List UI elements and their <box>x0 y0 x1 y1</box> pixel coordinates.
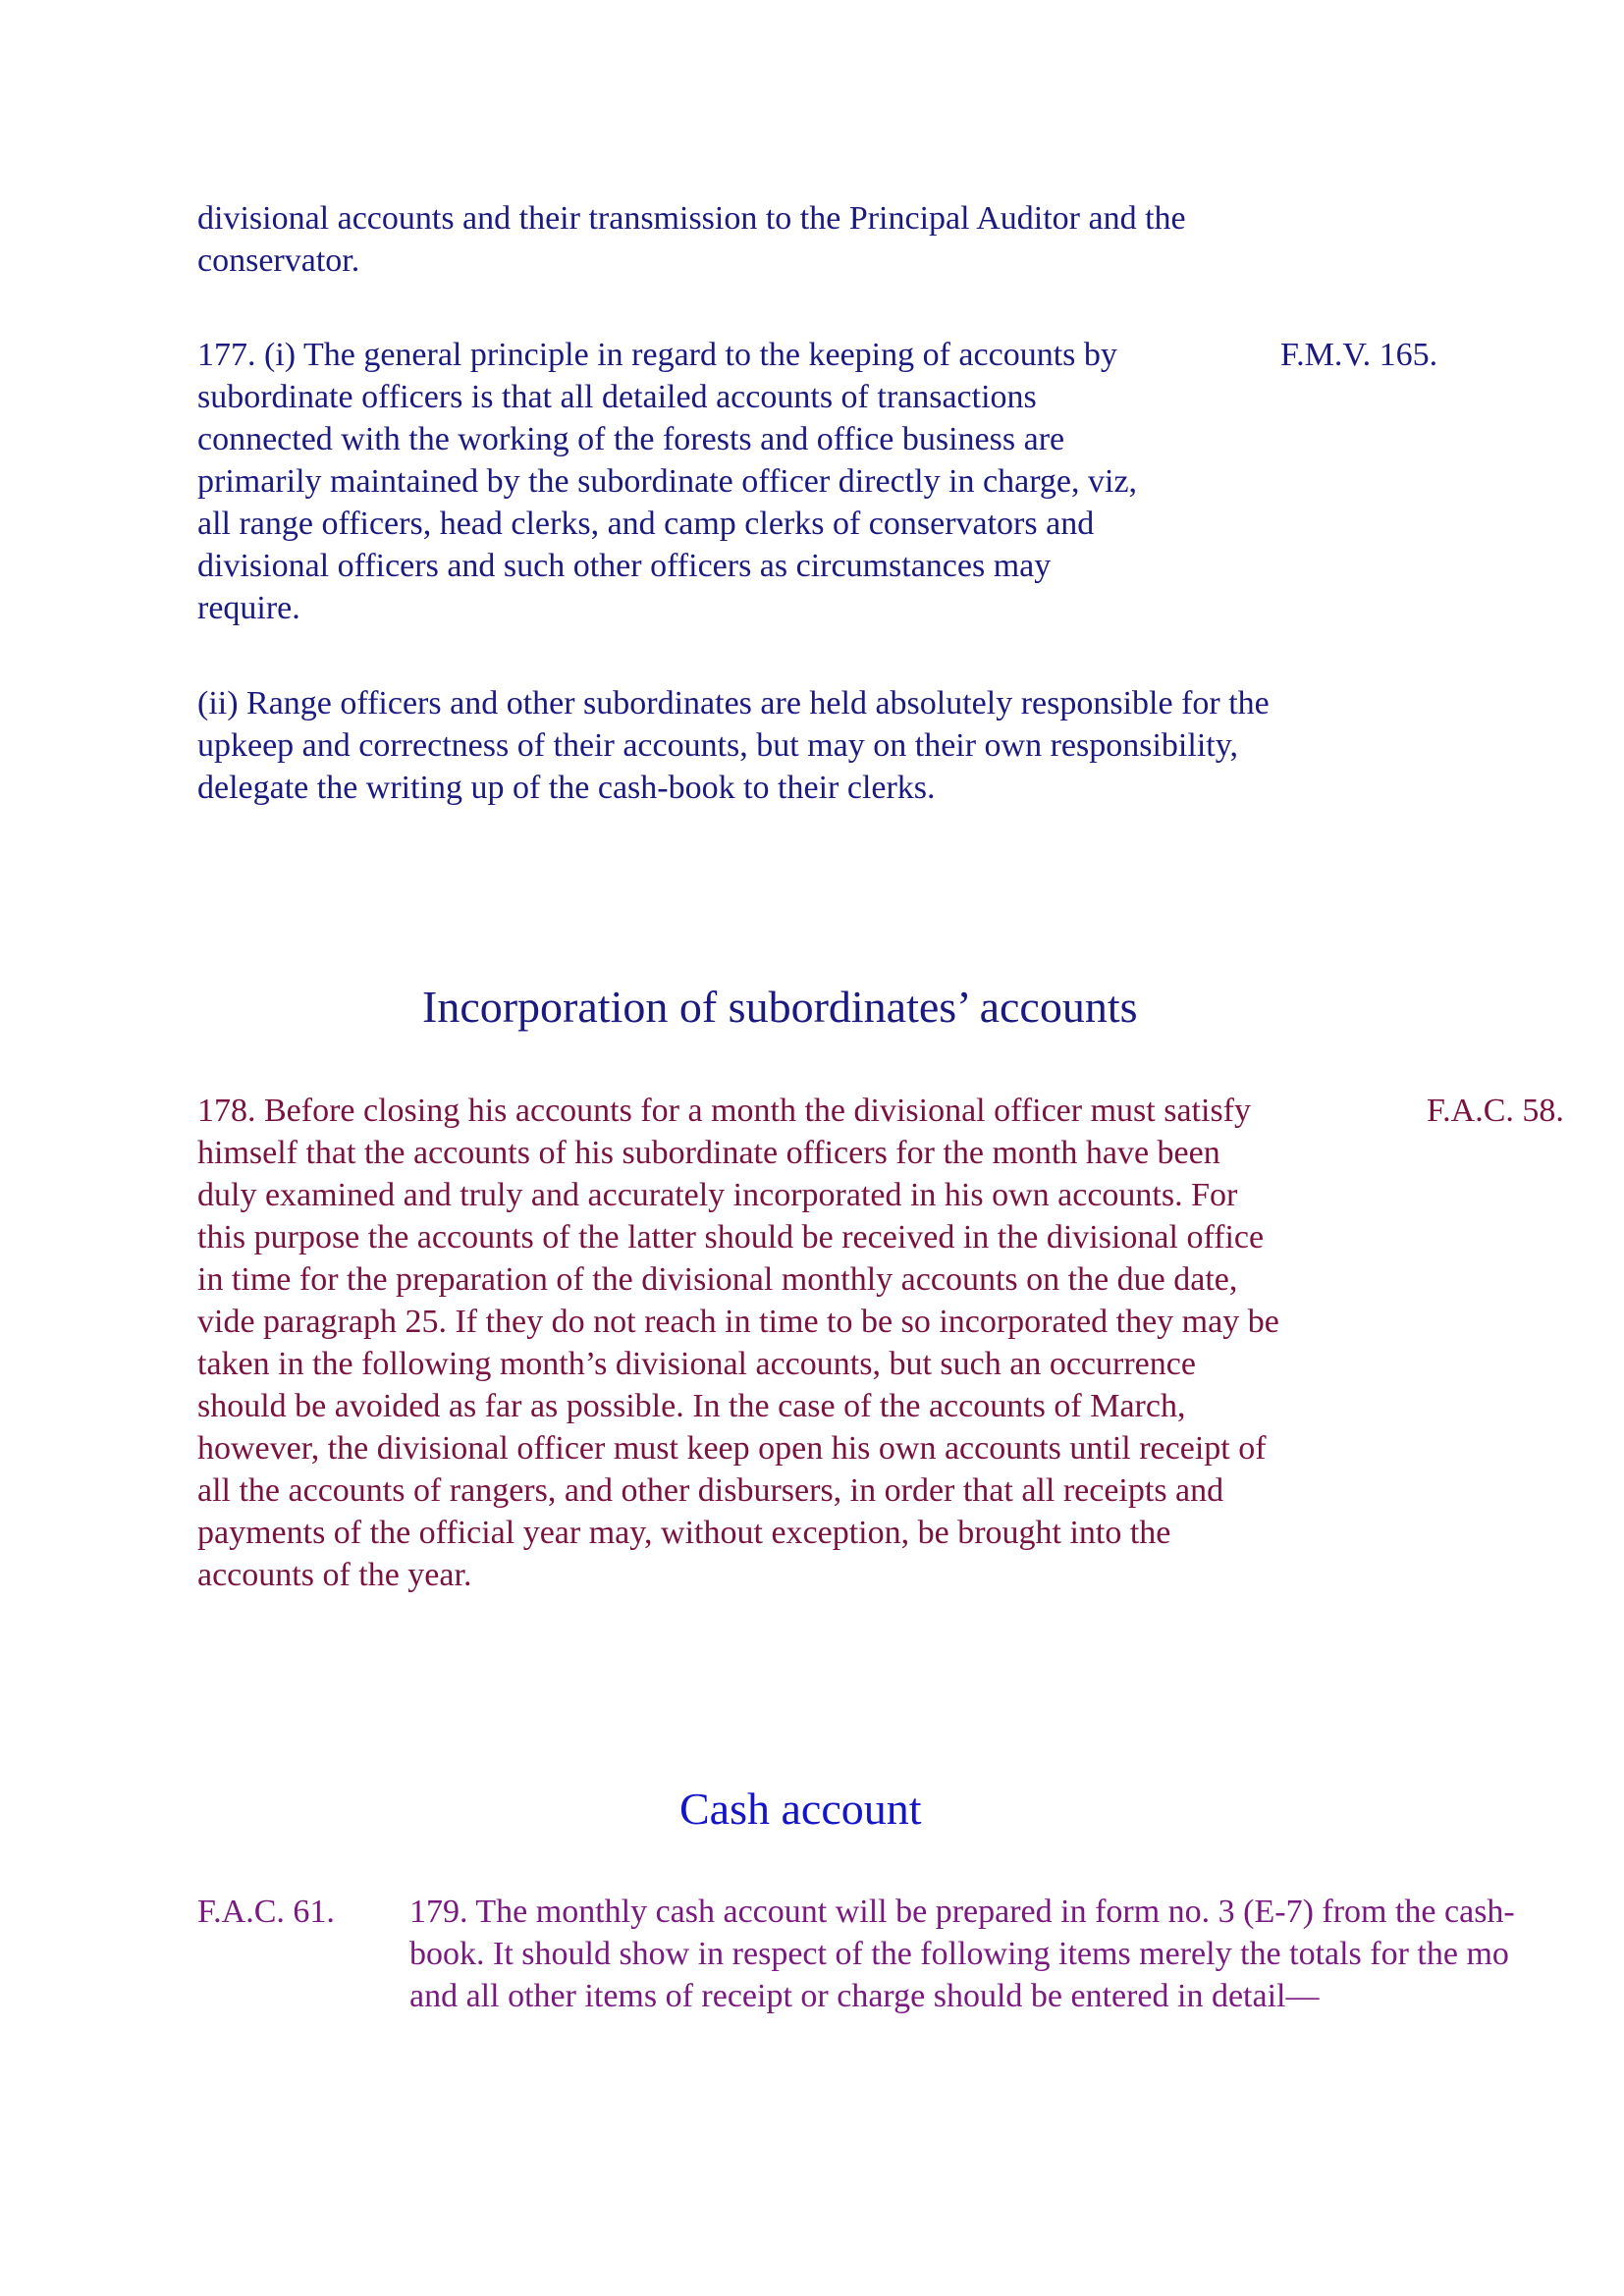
text-line: all range officers, head clerks, and camp clerks of conservators and <box>197 506 1095 542</box>
text-line: himself that the accounts of his subordinate officers for the month have been <box>197 1135 1220 1171</box>
text-line: conservator. <box>197 242 360 279</box>
text-line: require. <box>197 590 300 626</box>
text-line: delegate the writing up of the cash-book to their clerks. <box>197 770 936 806</box>
text-line: divisional officers and such other officers as circumstances may <box>197 548 1052 584</box>
text-line: accounts of the year. <box>197 1557 472 1593</box>
text-line: and all other items of receipt or charge should be entered in detail— <box>409 1978 1320 2014</box>
text-line: all the accounts of rangers, and other disbursers, in order that all receipts and <box>197 1472 1224 1509</box>
text-line: payments of the official year may, without exception, be brought into the <box>197 1515 1171 1551</box>
text-line: in time for the preparation of the divisional monthly accounts on the due date, <box>197 1261 1238 1298</box>
text-line: 177. (i) The general principle in regard to the keeping of accounts by <box>197 337 1117 373</box>
text-line: 178. Before closing his accounts for a month the divisional officer must satisfy <box>197 1093 1251 1129</box>
paragraph-179 <box>409 1891 1624 2017</box>
text-line: upkeep and correctness of their accounts, but may on their own responsibility, <box>197 727 1239 764</box>
text-line: divisional accounts and their transmission to the Principal Auditor and the <box>197 200 1186 237</box>
text-line: duly examined and truly and accurately incorporated in his own accounts. For <box>197 1177 1238 1213</box>
text-line: this purpose the accounts of the latter should be received in the divisional office <box>197 1219 1265 1255</box>
sidenote-178: F.A.C. 58. <box>1427 1093 1564 1129</box>
text-line: (ii) Range officers and other subordinates are held absolutely responsible for the <box>197 685 1270 721</box>
sidenote-177: F.M.V. 165. <box>1280 337 1438 373</box>
text-line: taken in the following month’s divisional accounts, but such an occurrence <box>197 1346 1196 1382</box>
paragraph-178 <box>197 1090 1405 1596</box>
text-line: vide paragraph 25. If they do not reach in time to be so incorporated they may be <box>197 1304 1279 1340</box>
sidenote-179: F.A.C. 61. <box>197 1894 335 1930</box>
paragraph-177-part-2 <box>197 682 1425 809</box>
section-heading-cash-account: Cash account <box>679 1784 922 1834</box>
continuation-paragraph <box>197 197 1376 282</box>
text-line: primarily maintained by the subordinate officer directly in charge, viz, <box>197 463 1138 500</box>
text-line: should be avoided as far as possible. In the case of the accounts of March, <box>197 1388 1186 1424</box>
section-heading-incorporation: Incorporation of subordinates’ accounts <box>422 982 1138 1032</box>
text-line: connected with the working of the forests and office business are <box>197 421 1065 457</box>
text-line: however, the divisional officer must keep open his own accounts until receipt of <box>197 1430 1267 1467</box>
text-line: book. It should show in respect of the following items merely the totals for the mo <box>409 1936 1509 1972</box>
paragraph-177-part-1 <box>197 334 1258 629</box>
text-line: 179. The monthly cash account will be prepared in form no. 3 (E-7) from the cash- <box>409 1894 1515 1930</box>
text-line: subordinate officers is that all detailed accounts of transactions <box>197 379 1037 415</box>
